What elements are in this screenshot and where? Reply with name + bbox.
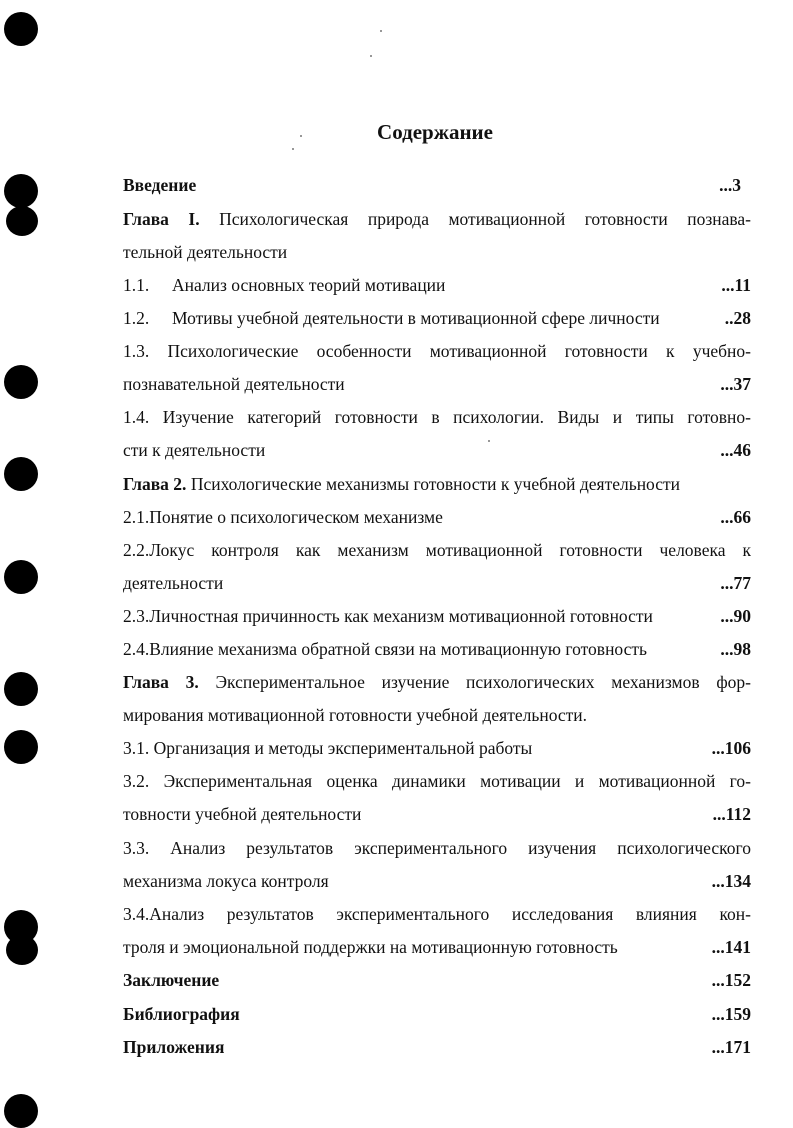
chapter-label: Глава 3. [123,672,199,692]
scan-speck [370,55,372,57]
toc-section-2-2: 2.2.Локус контроля как механизм мотивационной готовности человека к [123,540,751,560]
toc-label: Приложения [123,1037,225,1057]
toc-page: ...11 [721,275,751,295]
toc-chapter-3-cont: мирования мотивационной готовности учебной деятельности. [123,705,588,725]
section-title: 2.3.Личностная причинность как механизм мотивационной готовности [123,606,653,626]
page-title: Содержание [377,120,493,144]
section-title: 3.1. Организация и методы экспериментальной работы [123,738,533,758]
toc-section-1-3-cont [123,373,751,395]
section-title: 2.4.Влияние механизма обратной связи на мотивационную готовность [123,639,648,659]
section-title-cont: механизма локуса контроля [123,871,329,891]
toc-section-2-1 [123,506,751,528]
toc-section-3-1 [123,737,751,759]
toc-label: Введение [123,175,197,195]
section-title-cont: познавательной деятельности [123,374,345,394]
chapter-title: Психологические механизмы готовности к учебной деятельности [190,474,681,494]
section-title: 2.1.Понятие о психологическом механизме [123,507,443,527]
toc-section-1-4 [123,406,751,428]
binder-hole [4,560,38,594]
section-title-cont: деятельности [123,573,224,593]
toc-appendix [123,1036,751,1058]
section-title: Психологические особенности мотивационной готовности к учебно- [167,341,751,361]
toc-page: ...98 [720,639,751,659]
toc-page: ...171 [711,1037,751,1057]
toc-section-1-4-cont [123,439,751,461]
toc-chapter-2 [123,473,751,495]
toc-section-2-2-cont [123,572,751,594]
toc-page: ...159 [711,1004,751,1024]
section-title: Анализ основных теорий мотивации [172,275,446,295]
binder-hole [4,174,38,208]
toc-section-3-4: 3.4.Анализ результатов экспериментального исследования влияния кон- [123,904,751,924]
section-title: Изучение категорий готовности в психологии. Виды и типы готовно- [162,407,752,427]
chapter-title: Экспериментальное изучение психологических механизмов фор- [215,672,751,692]
section-title-cont: троля и эмоциональной поддержки на мотивационную готовность [123,937,618,957]
toc-section-1-2 [123,307,751,329]
toc-chapter-3 [123,671,751,693]
scan-speck [380,30,382,32]
toc-section-3-3: 3.3. Анализ результатов экспериментального изучения психологического [123,838,751,858]
toc-bibliography [123,1003,751,1025]
toc-section-1-1 [123,274,751,296]
toc-page: ...90 [720,606,751,626]
toc-page: ...66 [720,507,751,527]
section-number: 1.2. [123,308,150,328]
section-number: 1.3. [123,341,150,361]
chapter-label: Глава I. [123,209,200,229]
toc-label: Библиография [123,1004,240,1024]
toc-section-2-4 [123,638,751,660]
toc-conclusion [123,969,751,991]
binder-hole [4,672,38,706]
section-title-cont: товности учебной деятельности [123,804,362,824]
chapter-title: Психологическая природа мотивационной готовности познава- [219,209,751,229]
binder-hole [4,1094,38,1128]
toc-page: ...152 [711,970,751,990]
scan-speck [292,148,294,150]
toc-chapter-1-cont: тельной деятельности [123,242,288,262]
toc-page: ...77 [720,573,751,593]
toc-section-2-3 [123,605,751,627]
toc-label: Заключение [123,970,220,990]
binder-hole [4,457,38,491]
section-number: 1.4. [123,407,150,427]
section-title-cont: сти к деятельности [123,440,266,460]
toc-page: ...106 [711,738,751,758]
toc-section-3-4-cont [123,936,751,958]
toc-section-3-2-cont [123,803,751,825]
section-number: 1.1. [123,275,150,295]
toc-section-3-2: 3.2. Экспериментальная оценка динамики мотивации и мотивационной го- [123,771,751,791]
toc-page: ...37 [720,374,751,394]
toc-page: ...3 [719,175,741,195]
binder-hole [4,12,38,46]
toc-intro [123,174,751,196]
toc-section-1-3 [123,340,751,362]
binder-hole [6,935,38,965]
toc-page: ...141 [711,937,751,957]
toc-chapter-1 [123,208,751,230]
toc-page: ...134 [711,871,751,891]
binder-hole [4,730,38,764]
toc-page: ..28 [724,308,751,328]
section-title: Мотивы учебной деятельности в мотивационной сфере личности [172,308,660,328]
chapter-label: Глава 2. [123,474,187,494]
binder-hole [6,206,38,236]
toc-section-3-3-cont [123,870,751,892]
toc-page: ...46 [720,440,751,460]
toc-page: ...112 [712,804,751,824]
binder-hole [4,365,38,399]
